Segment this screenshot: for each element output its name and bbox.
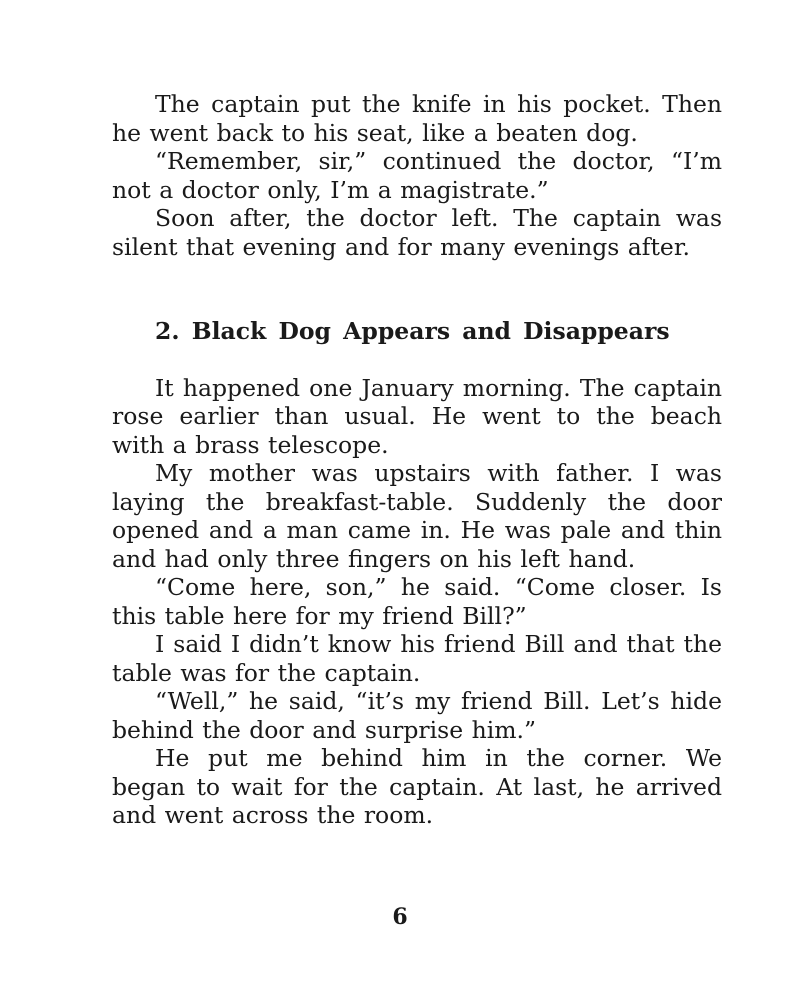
chapter-spacer	[112, 346, 722, 374]
paragraph: “Come here, son,” he said. “Come closer. Is this table here for my friend Bill?”	[112, 573, 722, 630]
paragraph: “Remember, sir,” continued the doctor, “I’m not a doctor only, I’m a magistrate.”	[112, 147, 722, 204]
paragraph: He put me behind him in the corner. We began to wait for the captain. At last, he arrived and went across the room.	[112, 744, 722, 829]
book-page	[112, 90, 722, 830]
paragraph: My mother was upstairs with father. I was laying the breakfast-table. Suddenly the door opened and a man came in. He was pale and thin and had only three fingers on his left hand.	[112, 459, 722, 573]
page-number: 6	[392, 904, 408, 930]
paragraph: Soon after, the doctor left. The captain was silent that evening and for many evenings after.	[112, 204, 722, 261]
chapter-spacer	[112, 261, 722, 317]
paragraph: “Well,” he said, “it’s my friend Bill. Let’s hide behind the door and surprise him.”	[112, 687, 722, 744]
paragraph: It happened one January morning. The captain rose earlier than usual. He went to the beach with a brass telescope.	[112, 373, 722, 459]
paragraph: The captain put the knife in his pocket. Then he went back to his seat, like a beaten dog.	[112, 90, 722, 147]
chapter-title: 2. Black Dog Appears and Disappears	[155, 317, 670, 345]
paragraph: I said I didn’t know his friend Bill and that the table was for the captain.	[112, 630, 722, 687]
